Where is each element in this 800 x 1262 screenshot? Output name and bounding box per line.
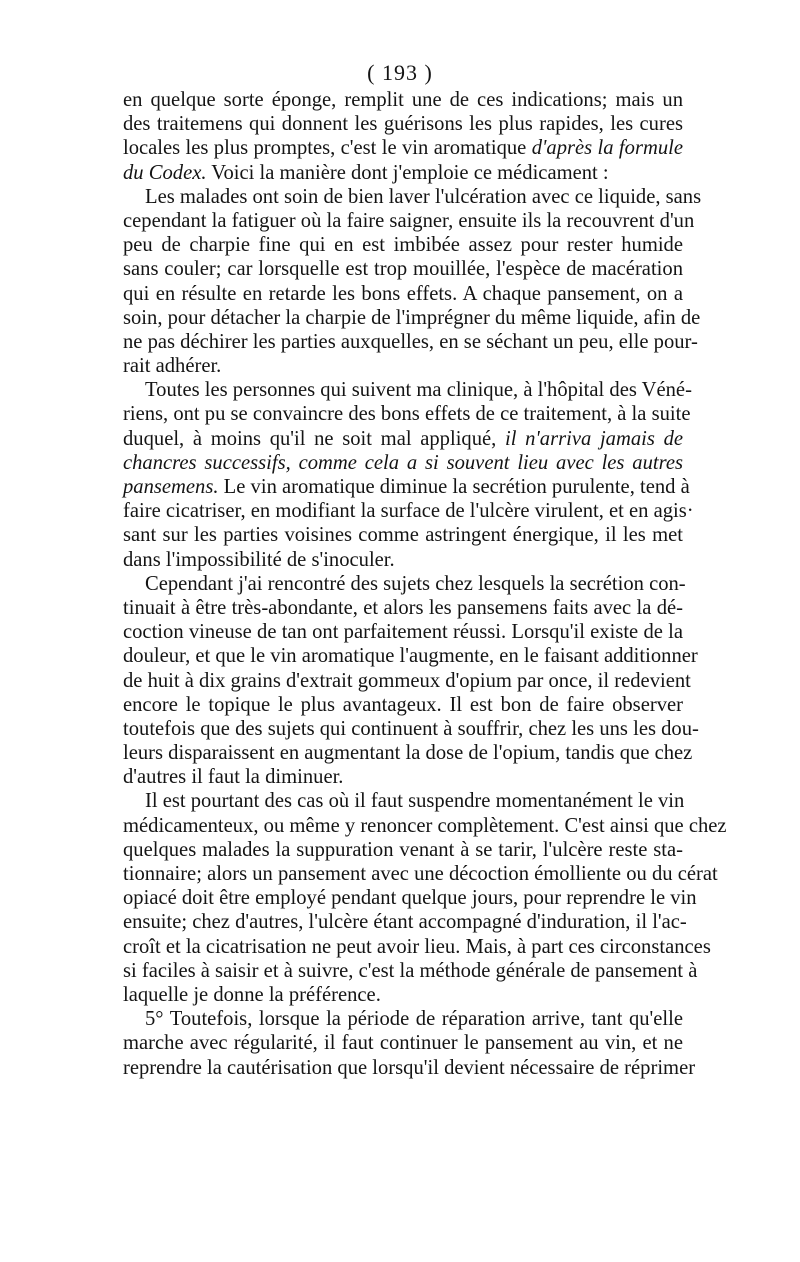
text-segment: laquelle je donne la préférence. <box>123 983 381 1006</box>
text-segment: ensuite; chez d'autres, l'ulcère étant accompagné d'induration, il l'ac- <box>123 911 687 934</box>
italic-text: du Codex. <box>123 161 207 184</box>
text-segment: marche avec régularité, il faut continuer le pansement au vin, et ne <box>123 1032 683 1055</box>
text-segment: coction vineuse de tan ont parfaitement réussi. Lorsqu'il existe de la <box>123 621 683 644</box>
text-line <box>123 257 683 281</box>
text-segment: toutefois que des sujets qui continuent à souffrir, chez les uns les dou- <box>123 717 699 740</box>
text-line <box>123 112 683 136</box>
text-segment: faire cicatriser, en modifiant la surface de l'ulcère virulent, et en agis· <box>123 500 694 523</box>
text-line <box>123 548 683 572</box>
text-segment: tinuait à être très-abondante, et alors les pansemens faits avec la dé- <box>123 596 683 619</box>
text-segment: Toutes les personnes qui suivent ma clinique, à l'hôpital des Véné- <box>145 379 692 402</box>
text-line <box>123 838 683 862</box>
text-line <box>123 1031 683 1055</box>
text-segment: opiacé doit être employé pendant quelque jours, pour reprendre le vin <box>123 887 697 910</box>
text-segment: Voici la manière dont j'emploie ce médicament : <box>206 161 609 184</box>
text-line <box>123 693 683 717</box>
text-segment: peu de charpie fine qui en est imbibée assez pour rester humide <box>123 234 683 257</box>
text-line <box>123 451 683 475</box>
text-segment: encore le topique le plus avantageux. Il est bon de faire observer <box>123 693 683 716</box>
text-line <box>123 765 683 789</box>
text-segment: qui en résulte en retarde les bons effets. A chaque pansement, on a <box>123 282 683 305</box>
text-line <box>123 209 695 233</box>
text-line <box>123 983 683 1007</box>
text-line <box>123 306 701 330</box>
text-line <box>123 282 683 306</box>
text-line <box>123 620 683 644</box>
text-segment: reprendre la cautérisation que lorsqu'il devient nécessaire de réprimer <box>123 1056 696 1079</box>
text-segment: duquel, à moins qu'il ne soit mal appliqué, <box>123 427 505 450</box>
text-line <box>123 475 690 499</box>
text-segment: cependant la fatiguer où la faire saigner, ensuite ils la recouvrent d'un <box>123 209 695 232</box>
text-line <box>123 402 691 426</box>
text-segment: médicamenteux, ou même y renoncer complètement. C'est ainsi que chez <box>123 814 727 837</box>
text-segment: de huit à dix grains d'extrait gommeux d'opium par once, il redevient <box>123 669 691 692</box>
text-segment: douleur, et que le vin aromatique l'augmente, en le faisant additionner <box>123 645 698 668</box>
text-segment: Il est pourtant des cas où il faut suspendre momentanément le vin <box>145 790 685 813</box>
text-line <box>123 741 693 765</box>
italic-text: chancres successifs, comme cela a si souvent lieu avec les autres <box>123 451 683 474</box>
text-segment: ne pas déchirer les parties auxquelles, en se séchant un peu, elle pour- <box>123 330 698 353</box>
text-line <box>123 185 702 209</box>
text-segment: des traitemens qui donnent les guérisons les plus rapides, les cures <box>123 113 683 136</box>
page-number: ( 193 ) <box>367 60 433 85</box>
text-line <box>123 136 683 160</box>
text-line <box>123 644 698 668</box>
text-segment: dans l'impossibilité de s'inoculer. <box>123 548 395 571</box>
text-segment: locales les plus promptes, c'est le vin aromatique <box>123 137 532 160</box>
text-line <box>123 669 691 693</box>
text-segment: 5° Toutefois, lorsque la période de réparation arrive, tant qu'elle <box>145 1008 683 1031</box>
text-segment: sans couler; car lorsquelle est trop mouillée, l'espèce de macération <box>123 258 683 281</box>
text-line <box>123 88 683 112</box>
text-line <box>123 233 683 257</box>
text-segment: quelques malades la suppuration venant à se tarir, l'ulcère reste sta- <box>123 838 683 861</box>
text-line <box>123 717 699 741</box>
text-line <box>123 523 683 547</box>
text-segment: Cependant j'ai rencontré des sujets chez lesquels la secrétion con- <box>145 572 686 595</box>
text-segment: Le vin aromatique diminue la secrétion purulente, tend à <box>218 476 690 498</box>
text-segment: croît et la cicatrisation ne peut avoir lieu. Mais, à part ces circonstances <box>123 935 711 958</box>
text-line <box>123 886 697 910</box>
text-line <box>123 572 686 596</box>
italic-text: d'après la formule <box>531 137 683 160</box>
text-line <box>123 1056 696 1080</box>
body-text <box>123 88 727 1080</box>
text-line <box>123 789 683 813</box>
text-line <box>123 862 718 886</box>
text-segment: sant sur les parties voisines comme astringent énergique, il les met <box>123 524 683 547</box>
text-line <box>123 1007 683 1031</box>
text-line <box>123 814 727 838</box>
text-segment: soin, pour détacher la charpie de l'imprégner du même liquide, afin de <box>123 306 701 329</box>
text-segment: leurs disparaissent en augmentant la dose de l'opium, tandis que chez <box>123 742 693 765</box>
text-line <box>123 161 683 185</box>
text-segment: Les malades ont soin de bien laver l'ulcération avec ce liquide, sans <box>145 185 702 208</box>
italic-text: pansemens. <box>123 476 219 498</box>
text-segment: riens, ont pu se convaincre des bons effets de ce traitement, à la suite <box>123 403 691 426</box>
text-line <box>123 330 698 354</box>
text-segment: si faciles à saisir et à suivre, c'est la méthode générale de pansement à <box>123 959 698 982</box>
italic-text: il n'arriva jamais de <box>504 427 684 450</box>
text-segment: rait adhérer. <box>123 355 222 378</box>
text-line <box>123 378 692 402</box>
text-line <box>123 427 683 451</box>
text-line <box>123 499 694 523</box>
text-line <box>123 354 683 378</box>
text-line <box>123 935 711 959</box>
text-line <box>123 910 687 934</box>
text-segment: tionnaire; alors un pansement avec une décoction émolliente ou du cérat <box>123 863 718 885</box>
text-segment: en quelque sorte éponge, remplit une de ces indications; mais un <box>123 89 683 111</box>
text-line <box>123 959 698 983</box>
text-line <box>123 596 683 620</box>
text-segment: d'autres il faut la diminuer. <box>123 766 344 789</box>
